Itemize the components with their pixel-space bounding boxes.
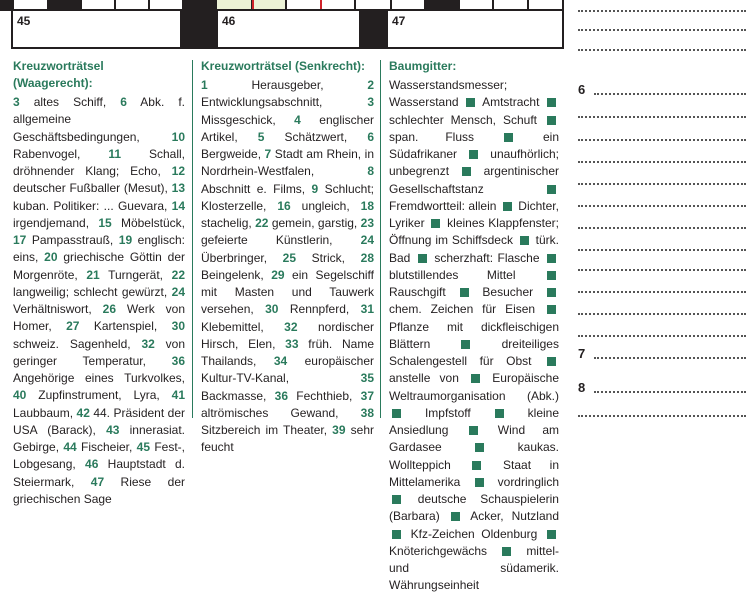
clue-number: 20 [44, 250, 58, 265]
clue-number: 24 [171, 284, 185, 299]
clue-text: stachelig, [201, 216, 256, 230]
clue-text: Beingelenk, [201, 267, 272, 282]
dotted-line [578, 227, 746, 229]
clue-text: sehr feucht [201, 423, 374, 455]
separator-square-icon [547, 116, 556, 125]
separator-square-icon [451, 512, 460, 521]
clue-text: Rennpferd, [278, 302, 361, 317]
dotted-line [578, 291, 746, 293]
answer-label: 8 [578, 380, 586, 395]
clue-number: 16 [277, 198, 291, 213]
clue-number: 46 [85, 457, 99, 472]
clue-number: 1 [201, 78, 208, 92]
baumgitter-clue: blutstillendes Mittel [389, 267, 516, 282]
clue-text: Kartenspiel, [79, 319, 172, 334]
clue-text: Verhältniswort, [13, 302, 103, 316]
clue-number: 10 [171, 129, 185, 144]
down-heading: Kreuzworträtsel (Senkrecht): [201, 59, 366, 73]
clue-number: 25 [282, 250, 297, 265]
separator-square-icon [472, 461, 481, 470]
clue-number: 17 [13, 233, 27, 247]
clue-text: Möbelstück, [111, 215, 185, 230]
baumgitter-clue: argentinischer Gesellschaftstanz [389, 164, 559, 196]
dotted-line [578, 49, 746, 51]
clue-text: Laubbaum, [13, 405, 77, 420]
answer-line [578, 21, 746, 33]
clue-text: Fischeier, [76, 440, 137, 454]
separator-square-icon [547, 254, 556, 263]
column-divider [192, 60, 193, 418]
clue-number: 15 [98, 215, 112, 230]
baumgitter-clue: mittel- und südamerik. Währungseinheit [389, 543, 559, 593]
baumgitter-clue: unaufhörlich; unbegrenzt [389, 147, 559, 179]
dotted-line [578, 335, 746, 337]
across-heading: Kreuzworträtsel (Waagerecht): [13, 59, 104, 90]
clue-number: 28 [360, 250, 374, 265]
clue-number: 22 [255, 216, 269, 230]
clue-text: deutscher Fußballer (Mesut), [13, 181, 172, 196]
clue-number: 40 [13, 388, 27, 403]
dotted-line [578, 183, 746, 185]
numbered-cell [11, 9, 182, 49]
column-divider [380, 60, 381, 418]
clue-number: 31 [360, 302, 374, 317]
clue-number: 2 [367, 78, 374, 92]
separator-square-icon [475, 478, 484, 487]
dotted-line [578, 161, 746, 163]
baumgitter-clue: Wind am Gardasee [389, 423, 559, 455]
answer-line [578, 327, 746, 339]
answer-line [578, 283, 746, 295]
answer-line [578, 82, 746, 97]
clue-text: europäischer Kultur-TV-Kanal, [201, 354, 374, 386]
clue-number: 41 [171, 388, 185, 403]
clue-number: 19 [118, 233, 133, 247]
answer-line [578, 41, 746, 53]
clue-text: Turngerät, [99, 267, 172, 282]
clue-text: früh. Name Thailands, [201, 336, 374, 368]
clue-number: 32 [284, 319, 298, 334]
clue-text: Missgeschick, [201, 112, 295, 127]
separator-square-icon [469, 426, 478, 435]
clue-text: 44. Präsident der USA (Barack), [13, 405, 185, 437]
clue-text: Überbringer, [201, 250, 283, 265]
clue-number: 42 [76, 405, 90, 420]
clue-text: ungleich, [290, 198, 361, 213]
clue-number: 3 [13, 95, 20, 109]
clue-text: gemein, garstig, [268, 216, 361, 230]
clue-text: Fest-, Lobgesang, [13, 440, 185, 472]
clue-text: Pampasstrauß, [26, 233, 119, 247]
clue-text: Werk von Homer, [13, 302, 185, 334]
clue-number: 36 [274, 388, 289, 403]
clue-number: 39 [332, 423, 346, 437]
clue-number: 36 [171, 353, 185, 368]
clue-text: englischer Artikel, [201, 112, 374, 144]
answer-line [578, 305, 746, 317]
clue-text: altes Schiff, [19, 95, 121, 109]
clue-number: 33 [285, 336, 299, 351]
dotted-line [578, 313, 746, 315]
answer-line [578, 108, 746, 120]
separator-square-icon [502, 547, 511, 556]
separator-square-icon [471, 374, 480, 383]
dotted-line [578, 415, 746, 417]
baumgitter-clue: Acker, Nutzland [470, 509, 559, 524]
dotted-line [594, 357, 746, 359]
separator-square-icon [547, 185, 556, 194]
separator-square-icon [547, 271, 556, 280]
answer-line [578, 241, 746, 253]
clue-number: 30 [171, 319, 185, 334]
clue-number: 7 [264, 147, 272, 161]
separator-square-icon [547, 357, 556, 366]
clue-number: 47 [90, 474, 105, 489]
clue-text: Abschnitt e. Films, [201, 181, 312, 196]
clue-text: von geringer Temperatur, [13, 336, 185, 368]
clue-number: 21 [86, 267, 100, 282]
clue-number: 35 [360, 371, 374, 386]
dotted-line [578, 29, 746, 31]
baumgitter-clue: Fremdwortteil: allein [389, 198, 497, 213]
baumgitter-heading: Baumgitter: [389, 59, 457, 73]
clue-text: schweiz. Sagenheld, [13, 336, 142, 351]
baumgitter-column [389, 58, 559, 595]
separator-square-icon [547, 305, 556, 314]
answer-line [578, 380, 746, 395]
clue-number: 13 [171, 181, 185, 196]
clue-text: Fechthieb, [288, 388, 361, 403]
clue-number: 14 [171, 198, 185, 213]
baumgitter-clue: dreiteiliges Schalengestell für Obst [389, 336, 559, 368]
dotted-line [578, 10, 746, 12]
baumgitter-clue: Dichter, Lyriker [389, 198, 559, 230]
cell-number: 47 [392, 14, 406, 28]
separator-square-icon [462, 167, 471, 176]
separator-square-icon [392, 530, 401, 539]
clue-text: Sitzbereich im Theater, [201, 423, 333, 437]
black-cell [359, 9, 388, 49]
clue-number: 45 [136, 440, 151, 454]
baumgitter-clue: Amtstracht [482, 95, 540, 110]
black-cell [180, 9, 218, 49]
clue-number: 44 [63, 440, 77, 454]
clue-text: Riese der griechischen Sage [13, 474, 185, 506]
clue-number: 27 [66, 319, 80, 334]
clue-number: 24 [360, 233, 374, 248]
clue-number: 6 [367, 129, 374, 144]
clue-text: Hauptstadt d. Steiermark, [13, 457, 185, 489]
baumgitter-clue: kleines Klappfenster; Öffnung im Schiffsdeck [389, 216, 560, 248]
clue-text: Schätzwert, [264, 129, 368, 144]
clue-text: Angehörige eines Turkvolkes, [13, 371, 185, 385]
clue-number: 3 [367, 95, 374, 110]
clue-number: 37 [360, 388, 374, 403]
separator-square-icon [418, 254, 427, 263]
dotted-line [578, 116, 746, 118]
separator-square-icon [547, 530, 556, 539]
clue-number: 22 [171, 267, 185, 282]
baumgitter-clue: scherzhaft: Flasche [434, 250, 540, 265]
clue-text: innerasiat. Gebirge, [13, 422, 185, 454]
clue-number: 11 [108, 146, 122, 161]
answer-line [578, 131, 746, 143]
clue-text: Backmasse, [201, 388, 275, 403]
baumgitter-clue: Kfz-Zeichen Oldenburg [410, 526, 538, 541]
baumgitter-clue: kleine Ansiedlung [389, 405, 560, 437]
clue-number: 26 [102, 302, 116, 316]
separator-square-icon [495, 409, 504, 418]
clue-text: Klebemittel, [201, 319, 285, 334]
baumgitter-clue: ein Südafrikaner [389, 129, 559, 161]
clue-text: gefeierte Künstlerin, [201, 233, 361, 248]
clue-text: irgendjemand, [13, 215, 99, 230]
separator-square-icon [547, 288, 556, 297]
separator-square-icon [547, 98, 556, 107]
answer-line [578, 153, 746, 165]
baumgitter-clue: Besucher [482, 285, 534, 299]
answer-line [578, 407, 746, 419]
dotted-line [578, 139, 746, 141]
clue-text: griechische Göttin der Morgenröte, [13, 250, 185, 282]
answer-line [578, 175, 746, 187]
separator-square-icon [431, 219, 440, 228]
clue-text: Stadt am Rhein, in Nordrhein-Westfalen, [201, 147, 374, 179]
clue-number: 30 [265, 302, 279, 317]
clue-number: 18 [360, 198, 374, 213]
crossword-grid [0, 0, 562, 50]
separator-square-icon [503, 202, 512, 211]
baumgitter-clue: anstelle von [389, 371, 459, 386]
baumgitter-clue: Wasserstandsmesser; Wasserstand [389, 78, 508, 110]
clue-text: Zupfinstrument, Lyra, [26, 388, 172, 403]
cell-number: 46 [222, 14, 236, 28]
clue-text: altrömisches Gewand, [201, 405, 361, 420]
dotted-line [578, 205, 746, 207]
clue-text: langweilig; schlecht gewürzt, [13, 284, 172, 299]
clue-number: 12 [171, 164, 185, 178]
clue-text: englisch: eins, [13, 233, 186, 265]
answer-label: 6 [578, 82, 586, 97]
answer-line [578, 346, 746, 361]
baumgitter-clue: Pflanze mit dickfleischigen Blättern [389, 319, 559, 351]
dotted-line [578, 269, 746, 271]
clue-number: 23 [360, 216, 375, 230]
dotted-line [594, 391, 746, 393]
answer-line [578, 261, 746, 273]
clue-text: Schall, dröhnender Klang; Echo, [13, 146, 185, 178]
separator-square-icon [460, 288, 469, 297]
clue-text: Schlucht; Klosterzelle, [201, 181, 374, 213]
baumgitter-clue: Impfstoff [424, 405, 471, 420]
clue-number: 4 [294, 112, 301, 127]
baumgitter-clue: Rauschgift [389, 285, 446, 299]
answer-label: 7 [578, 346, 586, 361]
baumgitter-clue: chem. Zeichen für Eisen [389, 302, 536, 317]
dotted-line [578, 249, 746, 251]
answer-line [578, 219, 746, 231]
clue-number: 43 [106, 422, 120, 437]
down-clues-column [201, 58, 374, 457]
across-clues-column [13, 58, 185, 508]
separator-square-icon [392, 409, 401, 418]
baumgitter-clue: span. Fluss [389, 129, 475, 144]
separator-square-icon [504, 133, 513, 142]
separator-square-icon [520, 236, 529, 245]
clue-text: kuban. Politiker: ... Guevara, [13, 198, 172, 213]
clue-text: Herausgeber, [207, 78, 368, 92]
cell-number: 45 [17, 14, 31, 28]
separator-square-icon [466, 98, 475, 107]
baumgitter-clue: schlechter Mensch, Schuft [389, 112, 538, 127]
clue-text: Abk. f. allgemeine Geschäftsbedingungen, [13, 95, 186, 144]
baumgitter-clue-text [389, 77, 559, 595]
baumgitter-clue: türk. Bad [389, 233, 559, 265]
clue-number: 8 [367, 164, 374, 179]
numbered-cell [216, 9, 361, 49]
separator-square-icon [469, 150, 478, 159]
baumgitter-clue: deutsche Schauspielerin (Barbara) [389, 492, 559, 524]
baumgitter-clue: Europäische Weltraumorganisation (Abk.) [389, 371, 559, 403]
clue-text: Strick, [296, 250, 361, 265]
baumgitter-clue: vordringlich [497, 474, 559, 489]
baumgitter-clue: kaukas. Wollteppich [389, 440, 559, 472]
across-clue-text [13, 94, 185, 508]
clue-number: 29 [271, 267, 285, 282]
clue-text: Rabenvogel, [13, 146, 109, 161]
answer-line [578, 197, 746, 209]
clue-text: Bergweide, [201, 147, 265, 161]
clue-number: 9 [311, 181, 319, 196]
separator-square-icon [392, 495, 401, 504]
clue-number: 5 [257, 129, 265, 144]
clue-number: 34 [273, 354, 288, 368]
clue-number: 6 [120, 95, 127, 109]
down-clue-text [201, 77, 374, 457]
separator-square-icon [461, 340, 470, 349]
separator-square-icon [475, 443, 484, 452]
dotted-line [594, 93, 746, 95]
baumgitter-clue: Staat in Mittelamerika [389, 457, 559, 489]
clue-text: Entwicklungsabschnitt, [201, 95, 368, 110]
answer-line [578, 2, 746, 14]
clue-number: 38 [360, 405, 374, 420]
clue-text: nordischer Hirsch, Elen, [201, 319, 374, 351]
numbered-cell [386, 9, 564, 49]
clue-text: ein Segelschiff mit Masten und Tauwerk versehen, [201, 267, 374, 317]
clue-number: 32 [141, 336, 155, 351]
baumgitter-clue: Knöterichgewächs [389, 543, 488, 558]
